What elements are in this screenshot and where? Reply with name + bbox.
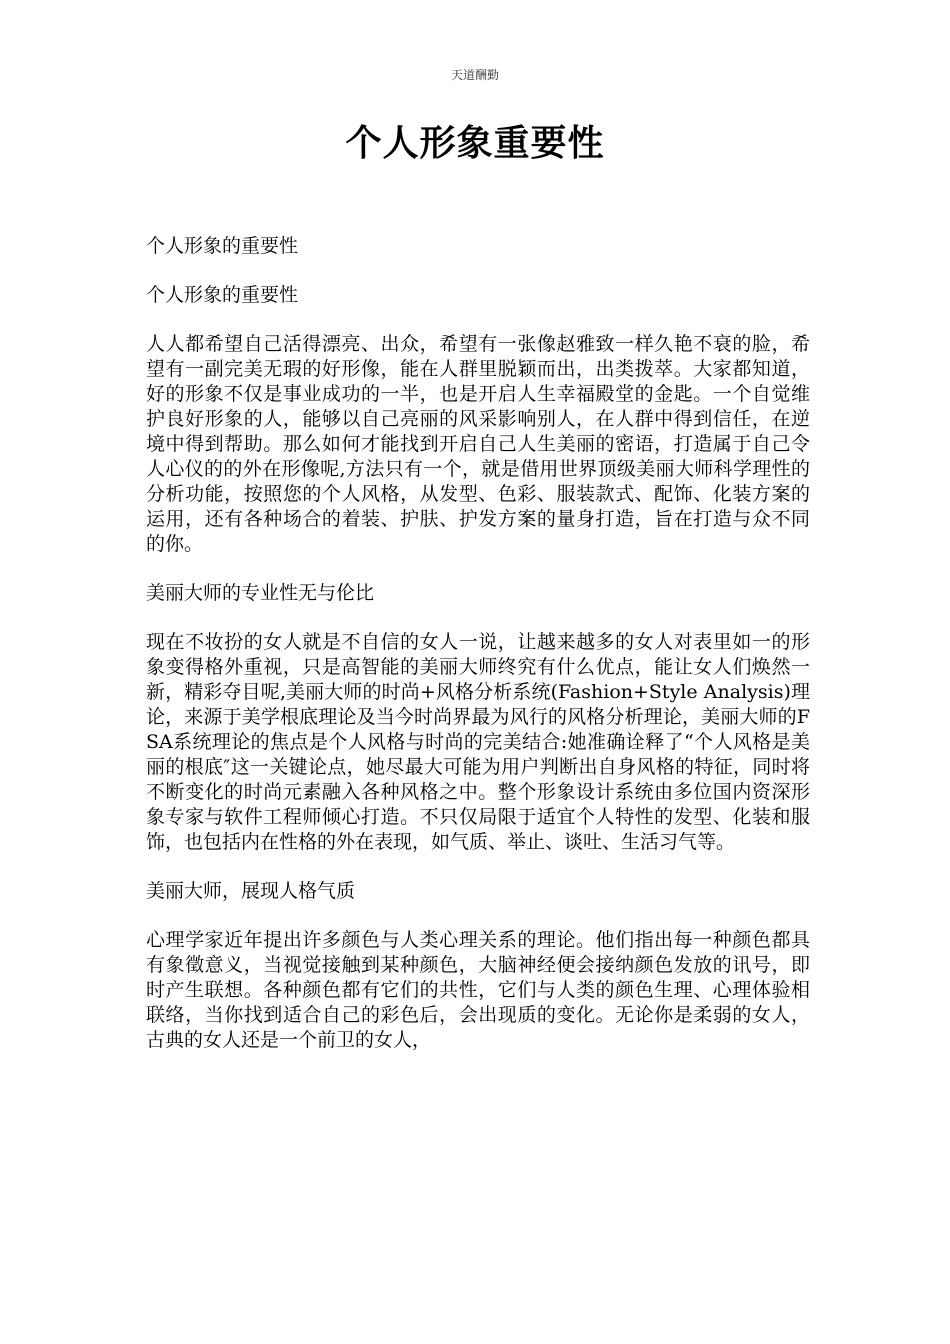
document-body [146, 234, 810, 1077]
body-paragraph: 人人都希望自己活得漂亮、出众，希望有一张像赵雅致一样久艳不衰的脸，希望有一副完美无瑕的好形像，能在人群里脱颖而出，出类拨萃。大家都知道，好的形象不仅是事业成功的一半，也是开启人生幸福殿堂的金匙。一个自觉维护良好形象的人，能够以自己亮丽的风采影响别人，在人群中得到信任，在逆境中得到帮助。那么如何才能找到开启自己人生美丽的密语，打造属于自己令人心仪的的外在形像呢,方法只有一个，就是借用世界顶级美丽大师科学理性的分析功能，按照您的个人风格，从发型、色彩、服装款式、配饰、化装方案的运用，还有各种场合的着装、护肤、护发方案的量身打造，旨在打造与众不同的你。 [146, 333, 810, 555]
section-heading: 美丽大师的专业性无与伦比 [146, 582, 375, 604]
section-heading: 美丽大师，展现人格气质 [146, 880, 356, 902]
section-heading: 个人形象的重要性 [146, 235, 299, 257]
running-header: 天道酬勤 [450, 68, 499, 82]
section-heading: 个人形象的重要性 [146, 284, 299, 306]
body-paragraph: 现在不妆扮的女人就是不自信的女人一说，让越来越多的女人对表里如一的形象变得格外重视，只是高智能的美丽大师终究有什么优点，能让女人们焕然一新，精彩夺目呢,美丽大师的时尚+风格分析系统(Fashion+Style Analysis)理论，来源于美学根底理论及当今时尚界最为风行的风格分析理论，美丽大师的FSA系统理论的焦点是个人风格与时尚的完美结合:她准确诠释了“个人风格是美丽的根底″这一关键论点，她尽最大可能为用户判断出自身风格的特征，同时将不断变化的时尚元素融入各种风格之中。整个形象设计系统由多位国内资深形象专家与软件工程师倾心打造。不只仅局限于适宜个人特性的发型、化装和服饰，也包括内在性格的外在表现，如气质、举止、谈吐、生活习气等。 [146, 631, 810, 853]
body-paragraph: 心理学家近年提出许多颜色与人类心理关系的理论。他们指出每一种颜色都具有象徵意义，当视觉接触到某种颜色，大脑神经便会接纳颜色发放的讯号，即时产生联想。各种颜色都有它们的共性，它们与人类的颜色生理、心理体验相联络，当你找到适合自己的彩色后，会出现质的变化。无论你是柔弱的女人，古典的女人还是一个前卫的女人， [146, 929, 810, 1051]
document-title: 个人形象重要性 [345, 123, 605, 164]
